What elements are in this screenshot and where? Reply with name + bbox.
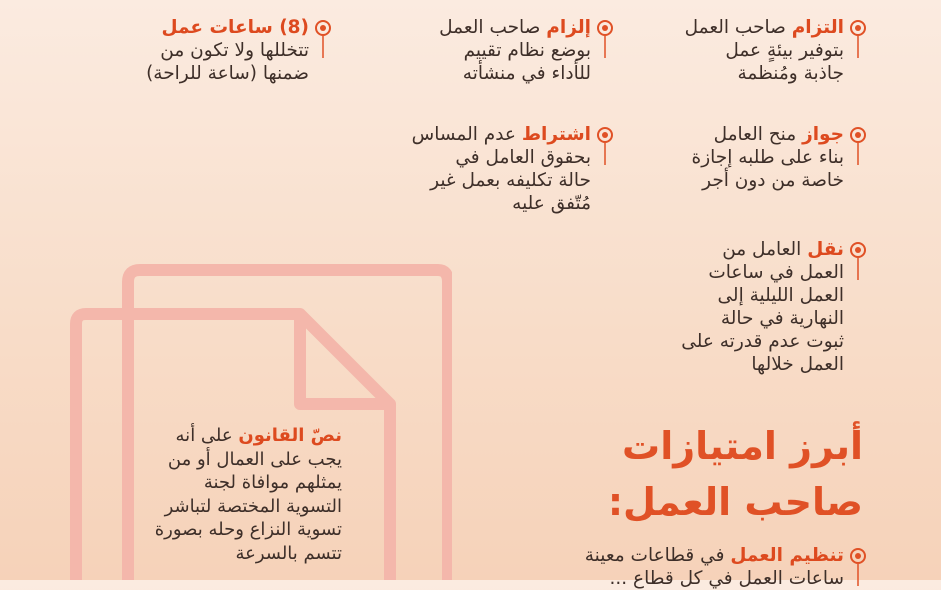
item-line: العمل خلالها bbox=[751, 354, 844, 375]
target-icon bbox=[595, 18, 615, 58]
highlight-obligation: إلزام bbox=[546, 17, 591, 38]
section-heading bbox=[503, 418, 863, 530]
heading-line-2: صاحب العمل: bbox=[607, 480, 863, 524]
feature-obligation: إلزام صاحب العمل بوضع نظام تقييم للأداء في منشأته bbox=[376, 16, 591, 85]
item-line: خاصة من دون أجر bbox=[702, 170, 844, 191]
law-line: تسوية النزاع وحله بصورة bbox=[154, 519, 342, 540]
highlight-law: نصّ القانون bbox=[238, 425, 342, 446]
feature-transfer: نقل العامل من العمل في ساعات العمل الليلية إلى النهارية في حالة ثبوت عدم قدرته على العمل خلالها bbox=[629, 238, 844, 376]
item-line: ضمنها (ساعة للراحة) bbox=[146, 63, 309, 84]
item-line: للأداء في منشأته bbox=[462, 63, 591, 84]
law-line: يجب على العمال أو من bbox=[167, 448, 342, 470]
item-line: حالة تكليفه بعمل غير bbox=[430, 170, 591, 191]
item-line: تتخللها ولا تكون من bbox=[160, 40, 309, 61]
highlight-leave: جواز bbox=[802, 124, 844, 145]
law-line: تتسم بالسرعة bbox=[235, 542, 342, 564]
item-line: بوضع نظام تقييم bbox=[463, 40, 591, 61]
feature-work-hours bbox=[94, 16, 309, 85]
target-icon bbox=[848, 125, 868, 165]
item-line: ساعات العمل في كل قطاع ... bbox=[609, 568, 844, 589]
target-icon bbox=[313, 18, 333, 58]
item-line: النهارية في حالة bbox=[720, 308, 844, 329]
item-line: العمل في ساعات bbox=[708, 262, 844, 283]
item-line: بتوفير بيئةٍ عمل bbox=[725, 40, 844, 61]
item-line: العمل الليلية إلى bbox=[717, 285, 844, 306]
target-icon bbox=[848, 546, 868, 586]
law-line: يمثلهم موافاة لجنة bbox=[203, 472, 342, 493]
item-line: بناء على طلبه إجازة bbox=[691, 147, 844, 168]
item-line: بحقوق العامل في bbox=[455, 147, 591, 168]
highlight-commitment: التزام bbox=[791, 17, 844, 38]
highlight-transfer: نقل bbox=[807, 239, 844, 260]
law-line: التسوية المختصة لتباشر bbox=[164, 495, 342, 517]
feature-commitment: التزام صاحب العمل بتوفير بيئةٍ عمل جاذبة ومُنظمة bbox=[629, 16, 844, 85]
heading-line-1: أبرز امتيازات bbox=[622, 424, 863, 468]
feature-condition: اشتراط عدم المساس بحقوق العامل في حالة تكليفه بعمل غير مُتّفق عليه bbox=[376, 123, 591, 215]
highlight-condition: اشتراط bbox=[521, 124, 591, 145]
law-note: نصّ القانون على أنه يجب على العمال أو من يمثلهم موافاة لجنة التسوية المختصة لتباشر تسوية النزاع وحله بصورة تتسم بالسرعة bbox=[112, 424, 342, 565]
target-icon bbox=[848, 18, 868, 58]
item-line: ثبوت عدم قدرته على bbox=[681, 331, 844, 352]
item-line: مُتّفق عليه bbox=[512, 193, 591, 214]
item-line: جاذبة ومُنظمة bbox=[737, 63, 844, 84]
target-icon bbox=[848, 240, 868, 280]
highlight-work-organization: تنظيم العمل bbox=[730, 545, 844, 566]
target-icon bbox=[595, 125, 615, 165]
feature-leave: جواز منح العامل بناء على طلبه إجازة خاصة من دون أجر bbox=[629, 123, 844, 192]
feature-work-organization: تنظيم العمل في قطاعات معينة ساعات العمل في كل قطاع ... bbox=[584, 544, 844, 590]
highlight-work-hours: (8) ساعات عمل bbox=[161, 17, 309, 38]
